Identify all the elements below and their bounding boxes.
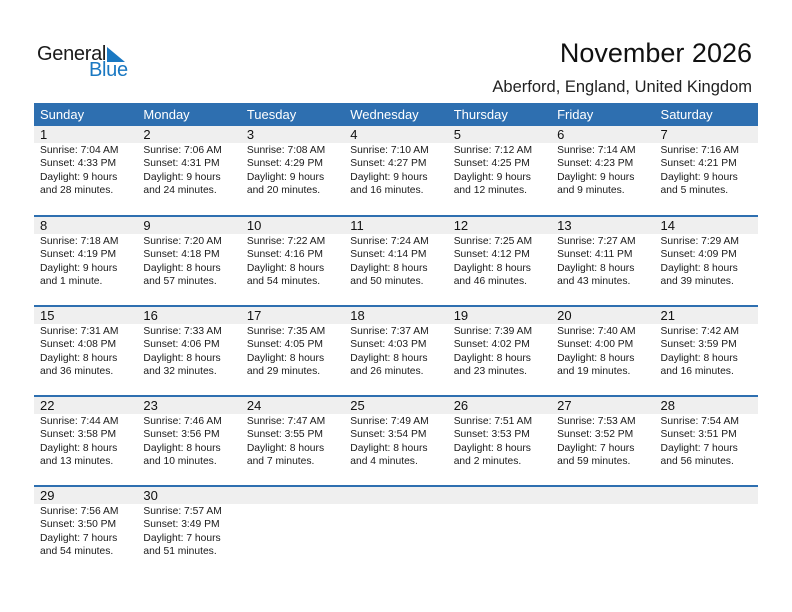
sunset-text: Sunset: 3:59 PM <box>660 339 737 351</box>
sunset-text: Sunset: 3:58 PM <box>40 429 117 441</box>
day-number: 24 <box>246 398 262 413</box>
day-cell <box>448 234 551 289</box>
daylight1-text: Daylight: 8 hours <box>40 442 118 454</box>
day-details-row <box>34 324 758 379</box>
sunset-text: Sunset: 3:49 PM <box>143 519 220 531</box>
sunset-text: Sunset: 4:08 PM <box>40 339 117 351</box>
day-cell <box>34 414 137 469</box>
daylight2-text: and 57 minutes. <box>143 276 217 288</box>
week-row <box>34 215 758 305</box>
daylight1-text: Daylight: 9 hours <box>246 171 325 183</box>
daylight1-text: Daylight: 8 hours <box>143 352 221 364</box>
daylight1-text: Daylight: 9 hours <box>660 171 738 183</box>
sunrise-text: Sunrise: 7:46 AM <box>143 416 222 427</box>
day-number <box>448 487 551 504</box>
sunset-text: Sunset: 4:00 PM <box>557 339 634 351</box>
daylight2-text: and 16 minutes. <box>660 366 734 378</box>
sunset-text: Sunset: 3:55 PM <box>246 429 323 441</box>
sunset-text: Sunset: 4:05 PM <box>246 339 323 351</box>
sunrise-text: Sunrise: 7:35 AM <box>246 326 326 337</box>
daylight1-text: Daylight: 9 hours <box>350 171 428 183</box>
sunrise-text: Sunrise: 7:31 AM <box>40 326 119 337</box>
sunset-text: Sunset: 4:09 PM <box>660 249 737 261</box>
sunrise-text: Sunrise: 7:40 AM <box>557 326 636 337</box>
daylight1-text: Daylight: 7 hours <box>40 532 118 544</box>
day-cell <box>344 143 447 198</box>
week-row <box>34 395 758 485</box>
sunset-text: Sunset: 4:19 PM <box>40 249 117 261</box>
daylight2-text: and 13 minutes. <box>40 456 114 468</box>
logo-text-general: General <box>37 43 107 65</box>
daylight1-text: Daylight: 8 hours <box>453 442 531 454</box>
day-number <box>655 487 758 504</box>
day-cell <box>241 143 344 198</box>
day-cell <box>655 143 758 198</box>
day-cell <box>655 504 758 559</box>
day-number: 23 <box>143 398 158 413</box>
daylight2-text: and 54 minutes. <box>40 546 114 558</box>
weekday-header: Saturday <box>660 107 713 122</box>
day-number <box>551 487 654 504</box>
weekday-header: Sunday <box>40 107 85 122</box>
sunrise-text: Sunrise: 7:42 AM <box>660 326 739 337</box>
day-number: 26 <box>453 398 469 413</box>
day-details-row <box>34 143 758 198</box>
day-cell <box>241 234 344 289</box>
daylight2-text: and 1 minute. <box>40 276 103 288</box>
sunset-text: Sunset: 4:31 PM <box>143 158 220 170</box>
day-number <box>344 487 447 504</box>
sunset-text: Sunset: 4:25 PM <box>453 158 530 170</box>
sunrise-text: Sunrise: 7:08 AM <box>246 145 326 156</box>
daylight1-text: Daylight: 8 hours <box>143 262 221 274</box>
day-number: 15 <box>40 308 55 323</box>
sunset-text: Sunset: 3:51 PM <box>660 429 737 441</box>
day-number: 28 <box>660 398 675 413</box>
daylight2-text: and 56 minutes. <box>660 456 734 468</box>
day-number: 1 <box>40 127 48 142</box>
weekday-header: Tuesday <box>246 107 297 122</box>
daylight1-text: Daylight: 7 hours <box>143 532 221 544</box>
sunset-text: Sunset: 4:27 PM <box>350 158 427 170</box>
daylight2-text: and 12 minutes. <box>453 185 527 197</box>
day-number: 25 <box>350 398 365 413</box>
sunset-text: Sunset: 4:02 PM <box>453 339 530 351</box>
day-cell <box>655 324 758 379</box>
day-number: 14 <box>660 218 675 233</box>
daylight1-text: Daylight: 9 hours <box>143 171 221 183</box>
sunset-text: Sunset: 4:03 PM <box>350 339 427 351</box>
sunrise-text: Sunrise: 7:39 AM <box>453 326 533 337</box>
day-number: 13 <box>557 218 572 233</box>
daylight1-text: Daylight: 7 hours <box>557 442 635 454</box>
sunset-text: Sunset: 4:21 PM <box>660 158 737 170</box>
daylight1-text: Daylight: 8 hours <box>246 262 325 274</box>
daylight2-text: and 28 minutes. <box>40 185 114 197</box>
daylight1-text: Daylight: 8 hours <box>350 352 428 364</box>
sunset-text: Sunset: 4:14 PM <box>350 249 427 261</box>
day-number-row <box>34 217 758 234</box>
sunrise-text: Sunrise: 7:47 AM <box>246 416 326 427</box>
logo <box>37 43 137 83</box>
daylight2-text: and 51 minutes. <box>143 546 217 558</box>
week-row <box>34 485 758 575</box>
sunrise-text: Sunrise: 7:27 AM <box>557 236 636 247</box>
sunset-text: Sunset: 4:11 PM <box>557 249 633 261</box>
daylight1-text: Daylight: 8 hours <box>660 262 738 274</box>
sunrise-text: Sunrise: 7:14 AM <box>557 145 636 156</box>
day-number: 4 <box>350 127 358 142</box>
sunrise-text: Sunrise: 7:53 AM <box>557 416 636 427</box>
day-cell <box>34 143 137 198</box>
sunset-text: Sunset: 4:06 PM <box>143 339 220 351</box>
weekday-header: Thursday <box>453 107 508 122</box>
page-title: November 2026 <box>559 38 752 68</box>
day-number: 21 <box>660 308 675 323</box>
day-cell <box>137 414 240 469</box>
weekday-header-row <box>34 103 758 126</box>
daylight2-text: and 2 minutes. <box>453 456 522 468</box>
week-row <box>34 305 758 395</box>
day-cell <box>241 414 344 469</box>
sunset-text: Sunset: 4:33 PM <box>40 158 117 170</box>
day-number: 17 <box>246 308 262 323</box>
sunrise-text: Sunrise: 7:04 AM <box>40 145 119 156</box>
daylight1-text: Daylight: 8 hours <box>350 262 428 274</box>
sunrise-text: Sunrise: 7:33 AM <box>143 326 222 337</box>
day-number: 8 <box>40 218 48 233</box>
sunset-text: Sunset: 3:50 PM <box>40 519 117 531</box>
day-number: 19 <box>453 308 469 323</box>
calendar-grid <box>34 103 758 575</box>
daylight2-text: and 29 minutes. <box>246 366 321 378</box>
daylight2-text: and 46 minutes. <box>453 276 527 288</box>
day-cell <box>448 324 551 379</box>
day-number: 9 <box>143 218 151 233</box>
sunset-text: Sunset: 3:56 PM <box>143 429 220 441</box>
sunset-text: Sunset: 4:18 PM <box>143 249 220 261</box>
sunset-text: Sunset: 4:23 PM <box>557 158 634 170</box>
day-cell <box>448 414 551 469</box>
daylight2-text: and 54 minutes. <box>246 276 321 288</box>
day-cell <box>551 414 654 469</box>
day-cell <box>34 504 137 559</box>
day-cell <box>551 234 654 289</box>
daylight2-text: and 16 minutes. <box>350 185 424 197</box>
sunset-text: Sunset: 3:54 PM <box>350 429 427 441</box>
daylight2-text: and 50 minutes. <box>350 276 424 288</box>
sunrise-text: Sunrise: 7:12 AM <box>453 145 533 156</box>
daylight2-text: and 23 minutes. <box>453 366 527 378</box>
sunrise-text: Sunrise: 7:37 AM <box>350 326 429 337</box>
daylight1-text: Daylight: 8 hours <box>246 352 325 364</box>
day-cell <box>448 143 551 198</box>
day-number: 20 <box>557 308 572 323</box>
day-cell <box>551 324 654 379</box>
day-cell <box>448 504 551 559</box>
sunrise-text: Sunrise: 7:44 AM <box>40 416 119 427</box>
day-number: 30 <box>143 488 158 503</box>
sunrise-text: Sunrise: 7:54 AM <box>660 416 739 427</box>
day-number: 16 <box>143 308 158 323</box>
day-number: 18 <box>350 308 365 323</box>
daylight2-text: and 10 minutes. <box>143 456 217 468</box>
day-number-row <box>34 397 758 414</box>
day-cell <box>344 324 447 379</box>
sunset-text: Sunset: 4:12 PM <box>453 249 530 261</box>
sunrise-text: Sunrise: 7:18 AM <box>40 236 119 247</box>
daylight1-text: Daylight: 8 hours <box>453 262 531 274</box>
sunset-text: Sunset: 3:53 PM <box>453 429 530 441</box>
sunrise-text: Sunrise: 7:22 AM <box>246 236 326 247</box>
daylight2-text: and 5 minutes. <box>660 185 729 197</box>
sunrise-text: Sunrise: 7:29 AM <box>660 236 739 247</box>
daylight1-text: Daylight: 8 hours <box>557 352 635 364</box>
day-cell <box>137 504 240 559</box>
day-number: 22 <box>40 398 55 413</box>
day-cell <box>34 234 137 289</box>
daylight1-text: Daylight: 8 hours <box>143 442 221 454</box>
daylight2-text: and 7 minutes. <box>246 456 315 468</box>
day-number: 12 <box>453 218 469 233</box>
day-cell <box>137 143 240 198</box>
sunrise-text: Sunrise: 7:51 AM <box>453 416 533 427</box>
sunrise-text: Sunrise: 7:20 AM <box>143 236 222 247</box>
day-number: 10 <box>246 218 262 233</box>
daylight2-text: and 59 minutes. <box>557 456 631 468</box>
day-number: 29 <box>40 488 55 503</box>
daylight2-text: and 9 minutes. <box>557 185 625 197</box>
daylight1-text: Daylight: 8 hours <box>246 442 325 454</box>
day-cell <box>137 324 240 379</box>
daylight2-text: and 43 minutes. <box>557 276 631 288</box>
daylight2-text: and 39 minutes. <box>660 276 734 288</box>
day-number: 11 <box>350 218 364 233</box>
daylight1-text: Daylight: 9 hours <box>453 171 531 183</box>
daylight1-text: Daylight: 8 hours <box>660 352 738 364</box>
weekday-header: Monday <box>143 107 190 122</box>
day-number: 27 <box>557 398 572 413</box>
sunset-text: Sunset: 4:16 PM <box>246 249 323 261</box>
daylight1-text: Daylight: 9 hours <box>40 262 118 274</box>
day-number-row <box>34 487 758 504</box>
logo-text-blue: Blue <box>89 59 128 81</box>
day-number <box>241 487 344 504</box>
sunrise-text: Sunrise: 7:24 AM <box>350 236 429 247</box>
day-cell <box>551 504 654 559</box>
day-cell <box>344 504 447 559</box>
day-cell <box>137 234 240 289</box>
daylight2-text: and 36 minutes. <box>40 366 114 378</box>
day-number-row <box>34 126 758 143</box>
daylight1-text: Daylight: 8 hours <box>453 352 531 364</box>
daylight1-text: Daylight: 7 hours <box>660 442 738 454</box>
daylight2-text: and 26 minutes. <box>350 366 424 378</box>
daylight1-text: Daylight: 9 hours <box>557 171 635 183</box>
daylight1-text: Daylight: 8 hours <box>40 352 118 364</box>
daylight1-text: Daylight: 9 hours <box>40 171 118 183</box>
sunset-text: Sunset: 3:52 PM <box>557 429 634 441</box>
day-number-row <box>34 307 758 324</box>
daylight2-text: and 4 minutes. <box>350 456 418 468</box>
day-cell <box>241 324 344 379</box>
day-details-row <box>34 504 758 559</box>
day-details-row <box>34 234 758 289</box>
daylight2-text: and 24 minutes. <box>143 185 217 197</box>
location-subtitle: Aberford, England, United Kingdom <box>492 78 752 96</box>
sunrise-text: Sunrise: 7:06 AM <box>143 145 222 156</box>
day-number: 7 <box>660 127 668 142</box>
day-cell <box>241 504 344 559</box>
sunrise-text: Sunrise: 7:10 AM <box>350 145 429 156</box>
day-cell <box>344 234 447 289</box>
weekday-header: Friday <box>557 107 594 122</box>
daylight2-text: and 32 minutes. <box>143 366 217 378</box>
day-cell <box>344 414 447 469</box>
sunrise-text: Sunrise: 7:56 AM <box>40 506 119 517</box>
daylight2-text: and 19 minutes. <box>557 366 631 378</box>
weeks-container <box>34 126 758 575</box>
day-number: 6 <box>557 127 565 142</box>
daylight1-text: Daylight: 8 hours <box>350 442 428 454</box>
daylight1-text: Daylight: 8 hours <box>557 262 635 274</box>
sunrise-text: Sunrise: 7:25 AM <box>453 236 533 247</box>
day-cell <box>34 324 137 379</box>
day-details-row <box>34 414 758 469</box>
day-number: 5 <box>453 127 461 142</box>
day-number: 3 <box>246 127 255 142</box>
sunrise-text: Sunrise: 7:49 AM <box>350 416 429 427</box>
sunset-text: Sunset: 4:29 PM <box>246 158 323 170</box>
daylight2-text: and 20 minutes. <box>246 185 321 197</box>
week-row <box>34 126 758 215</box>
day-number: 2 <box>143 127 151 142</box>
weekday-header: Wednesday <box>350 107 419 122</box>
day-cell <box>551 143 654 198</box>
sunrise-text: Sunrise: 7:57 AM <box>143 506 222 517</box>
sunrise-text: Sunrise: 7:16 AM <box>660 145 739 156</box>
day-cell <box>655 234 758 289</box>
day-cell <box>655 414 758 469</box>
